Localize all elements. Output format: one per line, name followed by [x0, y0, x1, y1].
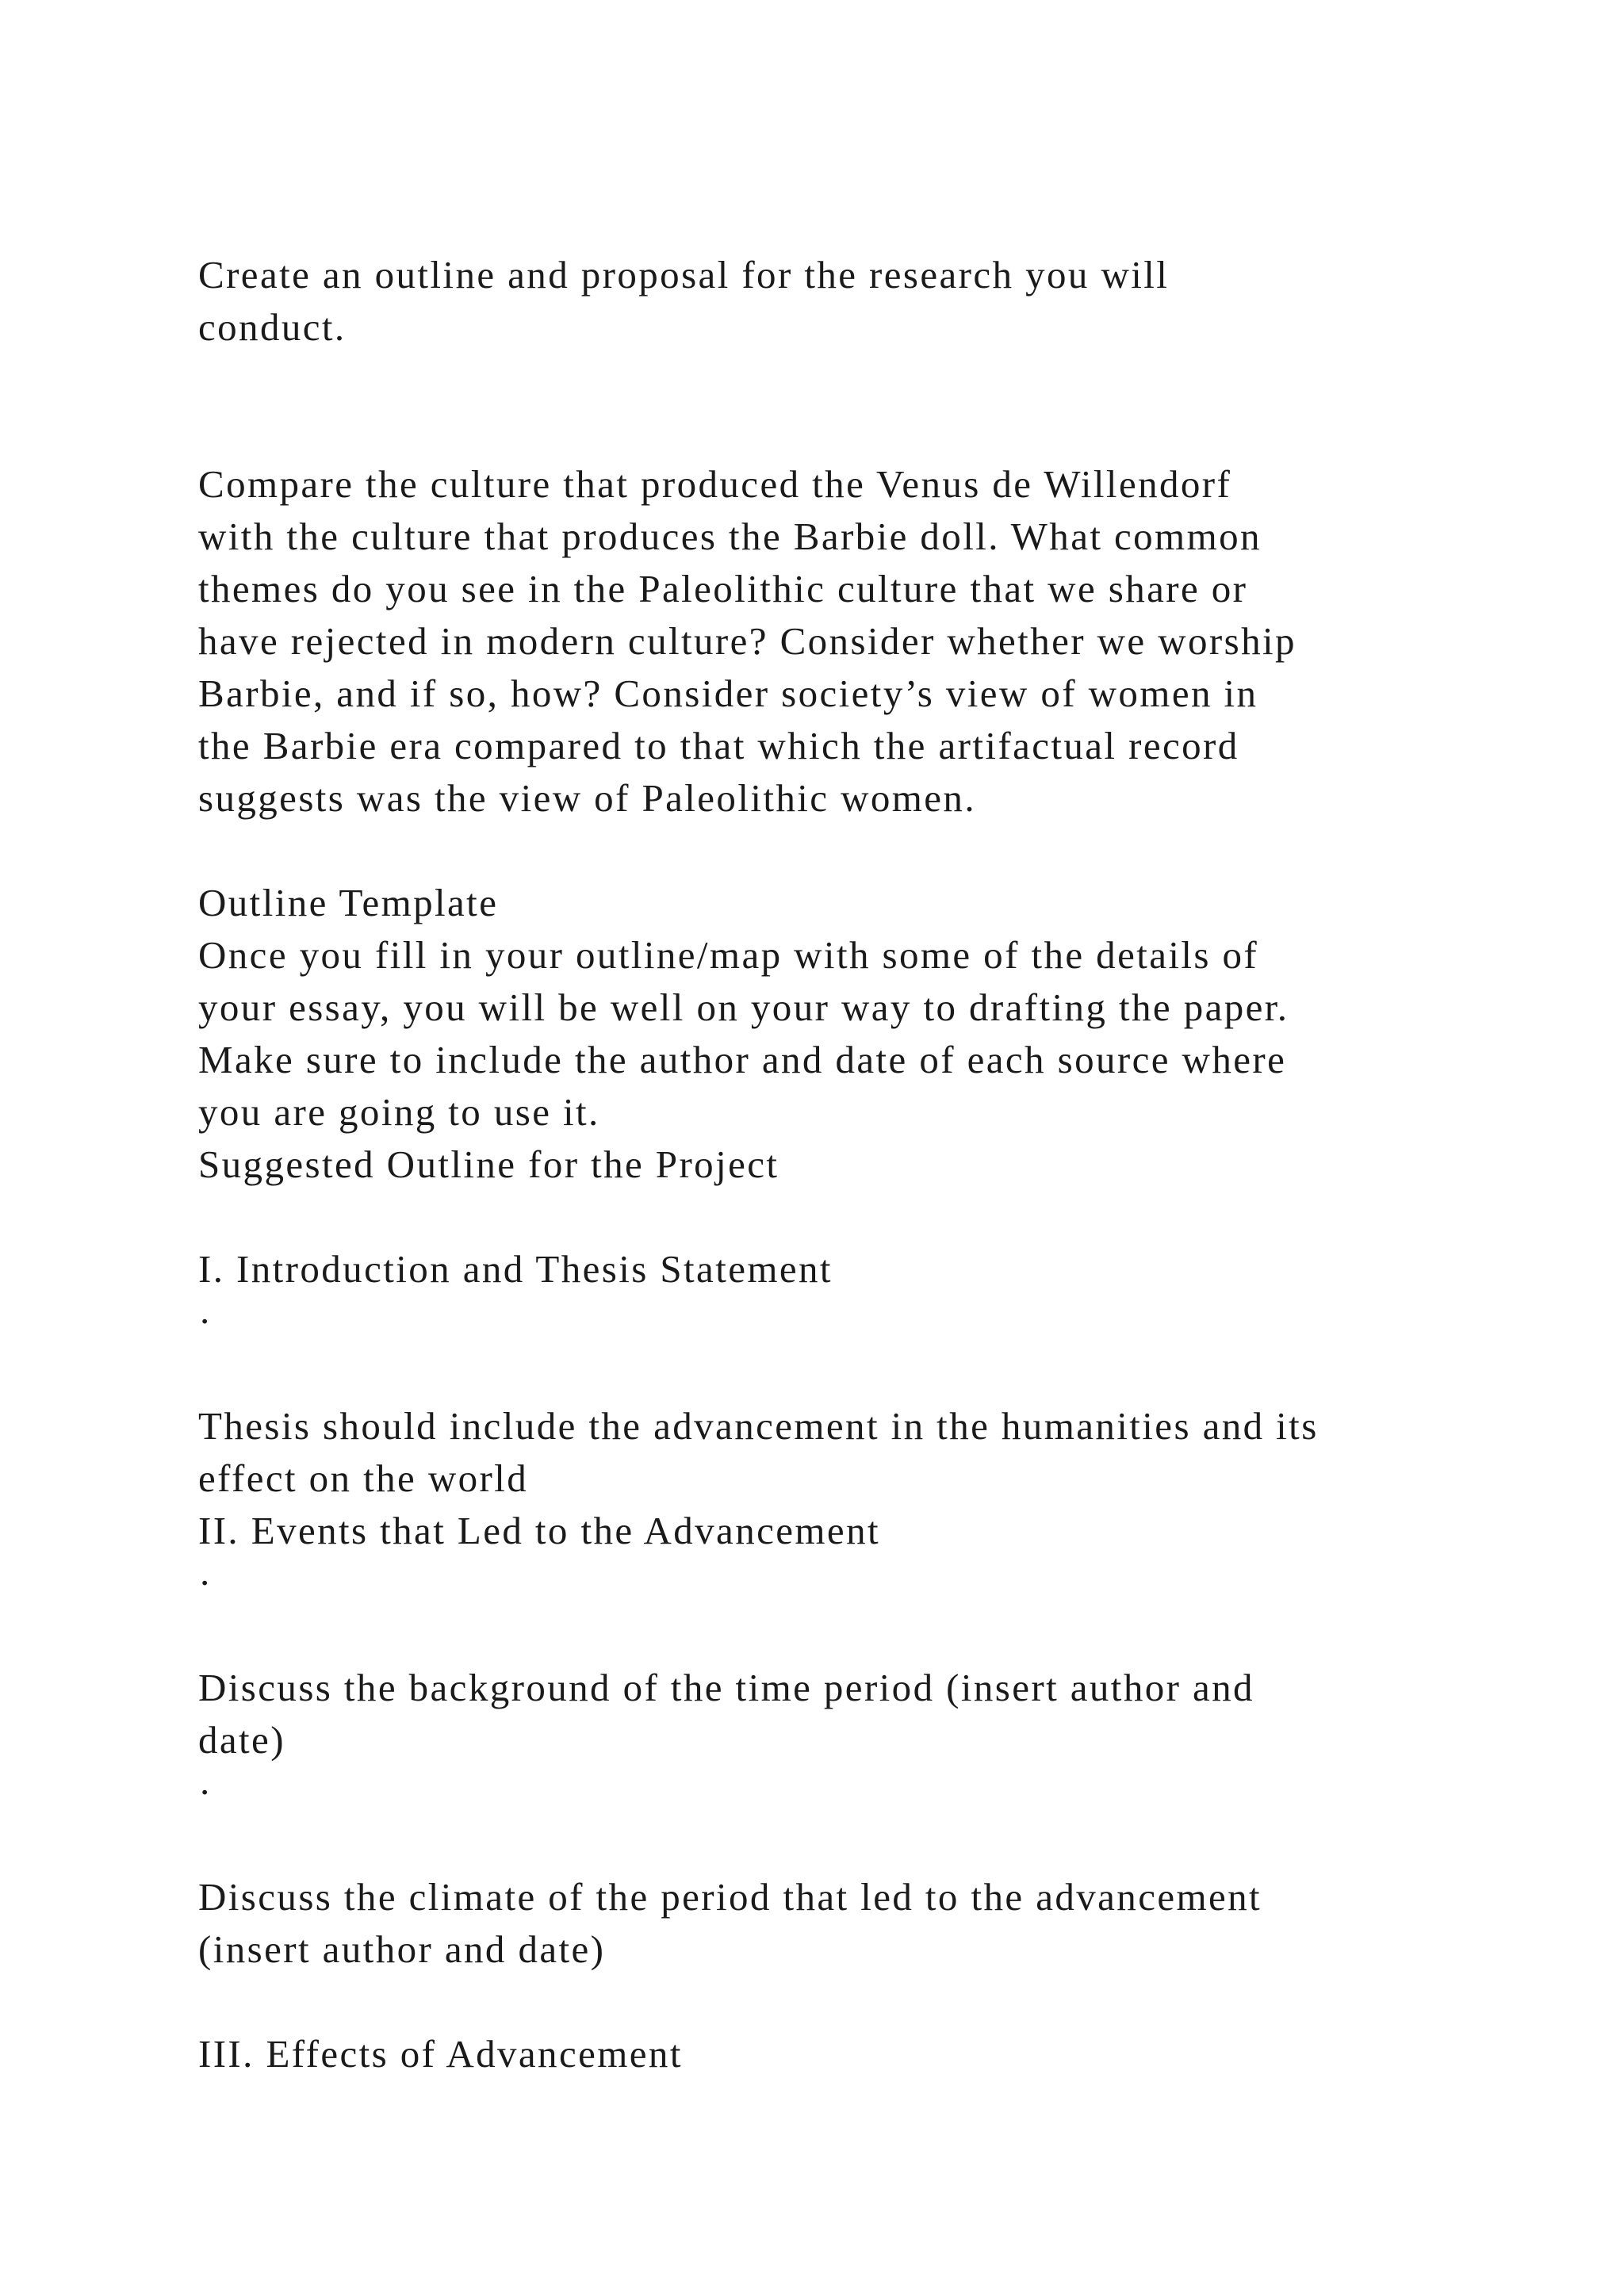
blank-spacer — [198, 825, 1499, 877]
text-line: Thesis should include the advancement in the humanities and its — [198, 1404, 1319, 1448]
text-line: Discuss the climate of the period that led to the advancement — [198, 1875, 1262, 1919]
outline-heading: III. Effects of Advancement — [198, 2032, 683, 2076]
text-line: have rejected in modern culture? Consider whether we worship — [198, 619, 1297, 663]
text-line: date) — [198, 1718, 285, 1762]
text-line: themes do you see in the Paleolithic culture that we share or — [198, 567, 1248, 610]
text-line: Compare the culture that produced the Venus de Willendorf — [198, 462, 1232, 506]
blank-spacer — [198, 1609, 1499, 1662]
text-line: effect on the world — [198, 1456, 529, 1500]
section-heading: Outline Template — [198, 881, 499, 924]
document-body — [198, 249, 1499, 2080]
text-line: your essay, you will be well on your way to drafting the paper. — [198, 985, 1289, 1029]
blank-spacer — [198, 354, 1499, 458]
section-heading: Suggested Outline for the Project — [198, 1142, 779, 1186]
text-line: Barbie, and if so, how? Consider society’s view of women in — [198, 672, 1258, 715]
text-line: Make sure to include the author and date of each source where — [198, 1038, 1287, 1081]
text-line: conduct. — [198, 305, 347, 349]
text-line: Create an outline and proposal for the research you will — [198, 253, 1170, 297]
bullet-dot: · — [198, 1299, 213, 1343]
text-line: with the culture that produces the Barbie doll. What common — [198, 515, 1262, 558]
blank-spacer — [198, 1191, 1499, 1243]
text-line: Once you fill in your outline/map with some of the details of — [198, 933, 1259, 977]
bullet-dot: · — [198, 1561, 213, 1605]
outline-heading: I. Introduction and Thesis Statement — [198, 1247, 833, 1291]
text-line: the Barbie era compared to that which the artifactual record — [198, 724, 1239, 767]
blank-spacer — [198, 1348, 1499, 1400]
bullet-dot: · — [198, 1770, 213, 1814]
text-line: suggests was the view of Paleolithic women. — [198, 776, 976, 820]
blank-spacer — [198, 1976, 1499, 2028]
blank-spacer — [198, 1819, 1499, 1871]
outline-heading: II. Events that Led to the Advancement — [198, 1509, 880, 1552]
text-line: Discuss the background of the time period (insert author and — [198, 1666, 1254, 1709]
text-line: you are going to use it. — [198, 1090, 600, 1134]
text-line: (insert author and date) — [198, 1927, 606, 1971]
